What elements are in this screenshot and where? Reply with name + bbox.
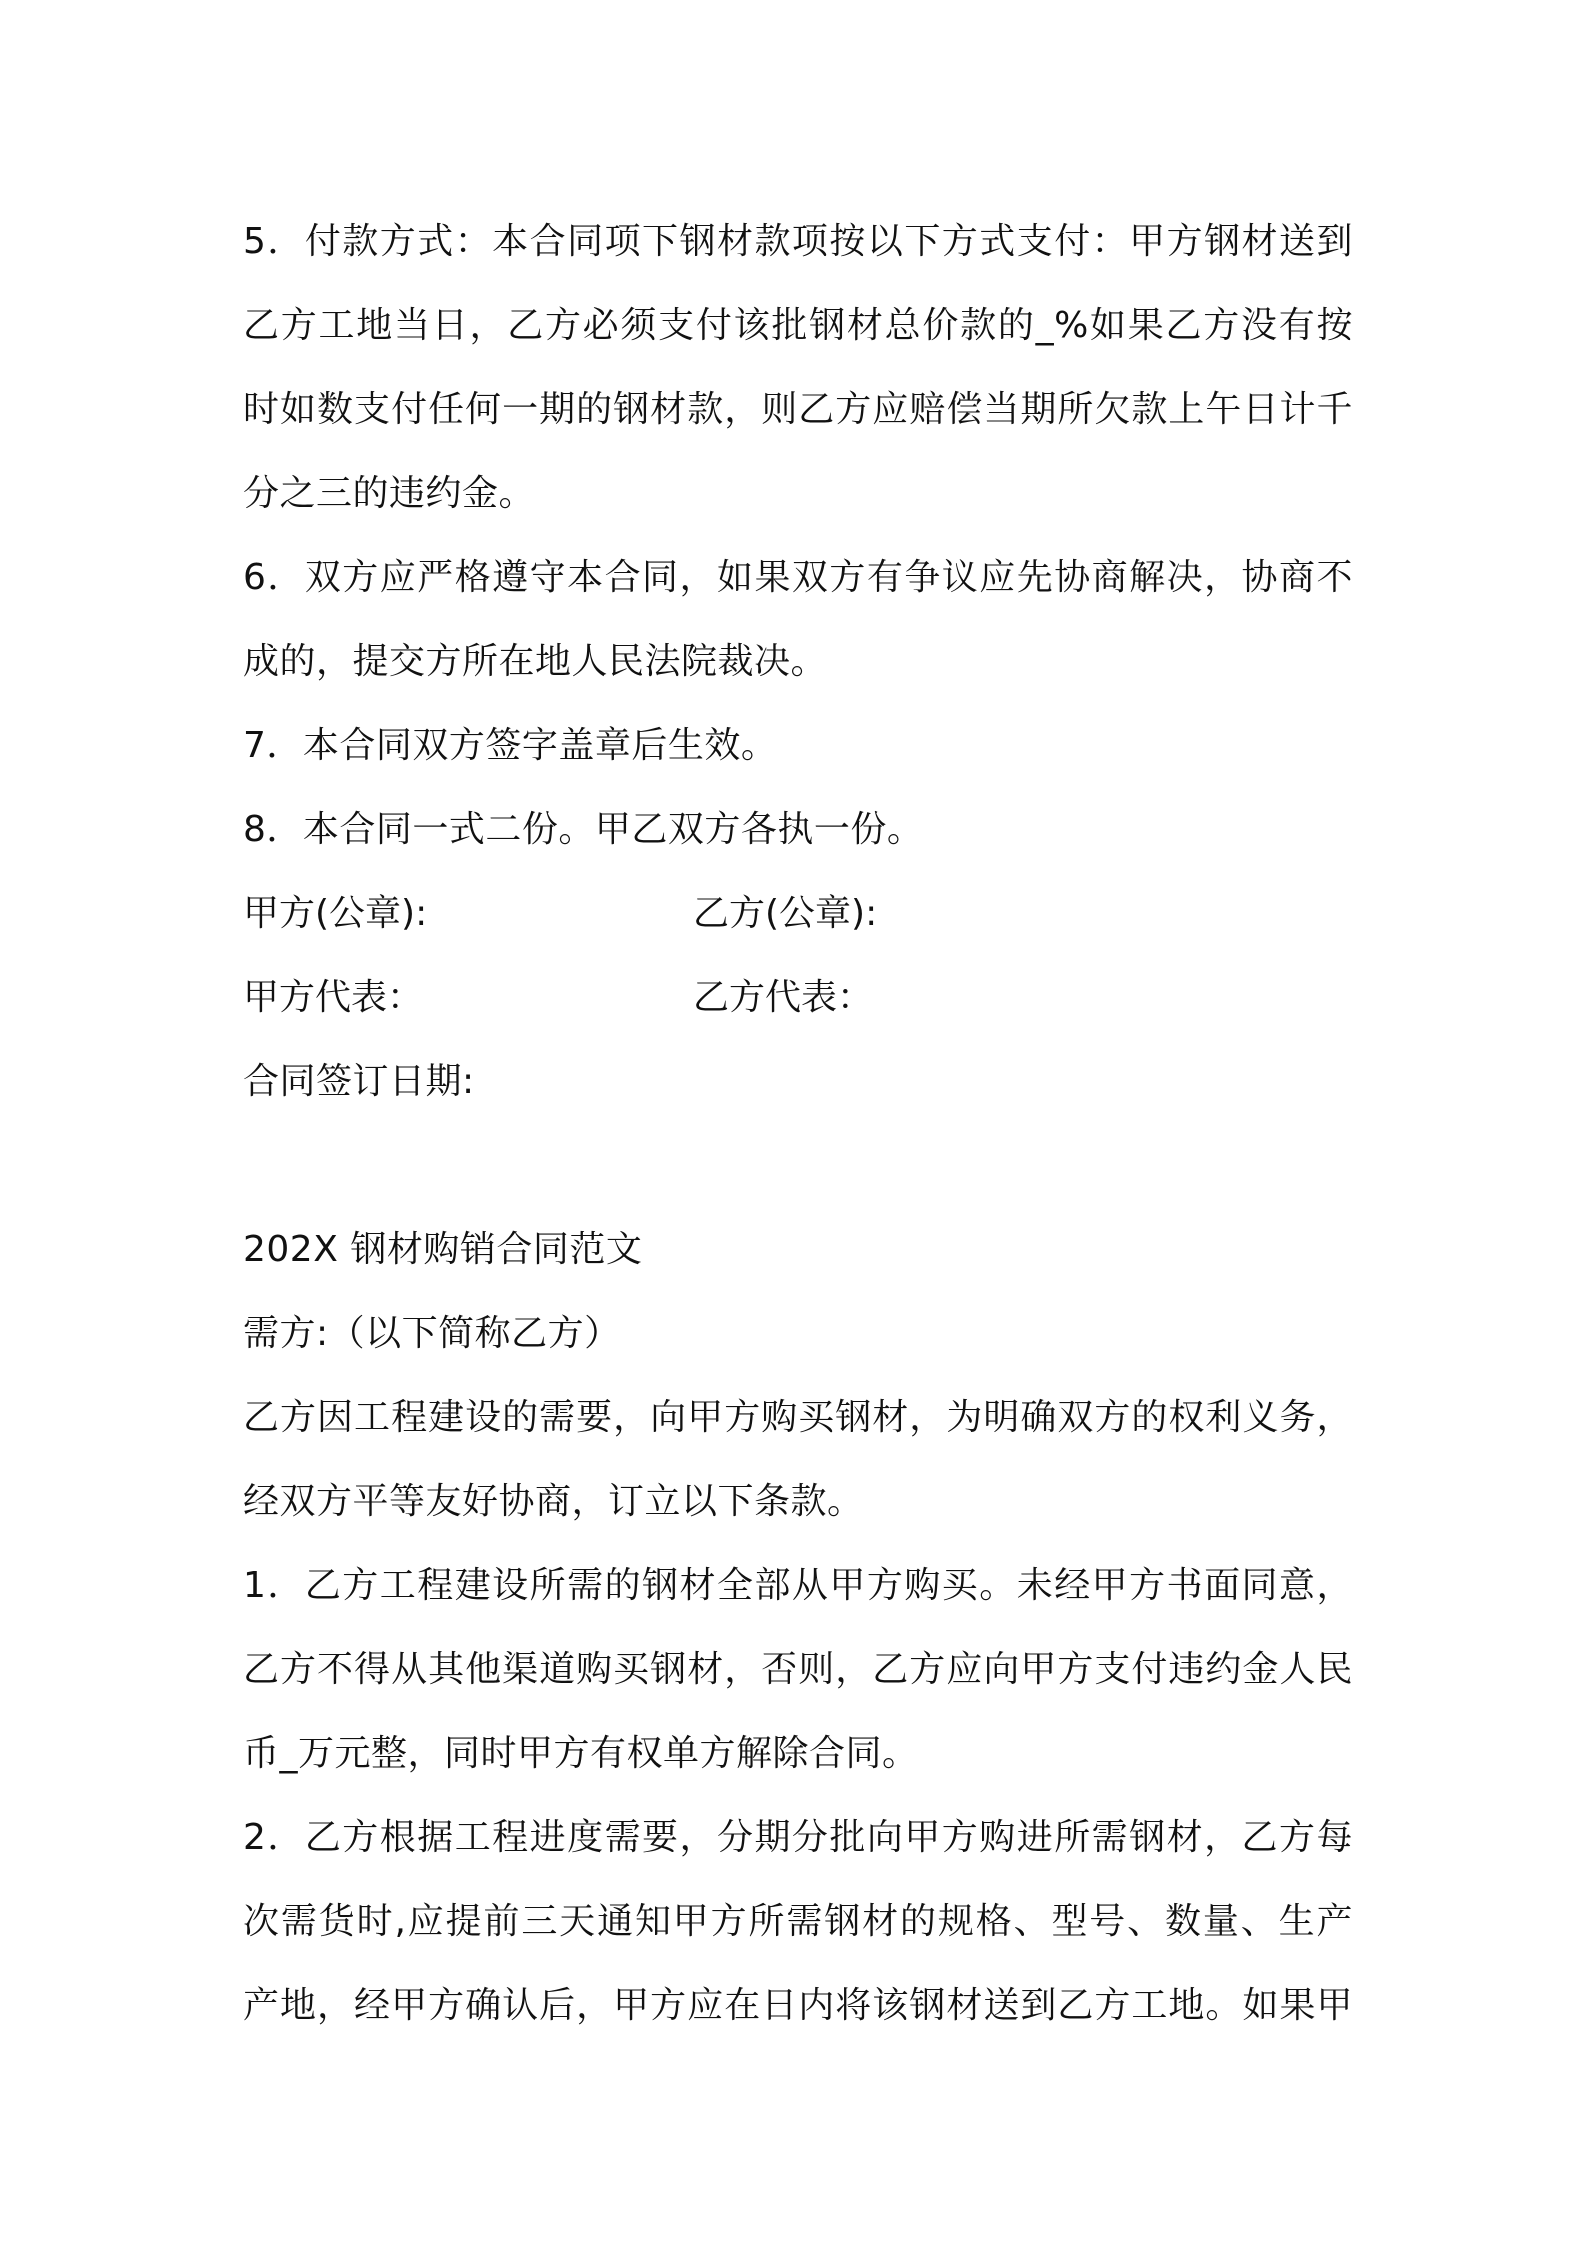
- party-a-seal-label: 甲方(公章):: [243, 893, 428, 934]
- seal-row: [243, 872, 1363, 956]
- sign-date-label: 合同签订日期:: [243, 1061, 475, 1102]
- intro-paragraph: [243, 1376, 1363, 1544]
- second-clause-2-line-2: 次需货时,应提前三天通知甲方所需钢材的规格、型号、数量、生产: [243, 1901, 1353, 1942]
- clause-5-line-4: 分之三的违约金。: [243, 473, 536, 514]
- party-b-seal-label: 乙方(公章):: [693, 893, 878, 934]
- second-clause-1: [243, 1544, 1363, 1796]
- signature-block: [243, 872, 1363, 1124]
- second-clause-2: [243, 1796, 1363, 2048]
- clause-5: [243, 200, 1363, 536]
- section-gap: [243, 1124, 1363, 1208]
- second-contract-title: 202X 钢材购销合同范文: [243, 1229, 643, 1270]
- second-contract: [243, 1208, 1363, 2048]
- second-clause-2-line-3: 产地，经甲方确认后，甲方应在日内将该钢材送到乙方工地。如果甲: [243, 1985, 1353, 2026]
- clause-7: 7．本合同双方签字盖章后生效。: [243, 725, 778, 766]
- clause-8: 8．本合同一式二份。甲乙双方各执一份。: [243, 809, 924, 850]
- representative-row: [243, 956, 1363, 1040]
- second-clause-1-line-2: 乙方不得从其他渠道购买钢材，否则，乙方应向甲方支付违约金人民: [243, 1649, 1353, 1690]
- second-clause-1-line-3: 币_万元整，同时甲方有权单方解除合同。: [243, 1733, 919, 1774]
- second-clause-2-line-1: 2．乙方根据工程进度需要，分期分批向甲方购进所需钢材，乙方每: [243, 1817, 1353, 1858]
- clause-5-line-3: 时如数支付任何一期的钢材款，则乙方应赔偿当期所欠款上午日计千: [243, 389, 1353, 430]
- clause-6: [243, 536, 1363, 704]
- buyer-line: 需方:（以下简称乙方）: [243, 1313, 621, 1354]
- clause-5-line-1: 5．付款方式：本合同项下钢材款项按以下方式支付：甲方钢材送到: [243, 221, 1353, 262]
- intro-line-1: 乙方因工程建设的需要，向甲方购买钢材，为明确双方的权利义务，: [243, 1397, 1353, 1438]
- party-a-rep-label: 甲方代表：: [243, 977, 424, 1018]
- clause-6-line-2: 成的，提交方所在地人民法院裁决。: [243, 641, 828, 682]
- intro-line-2: 经双方平等友好协商，订立以下条款。: [243, 1481, 864, 1522]
- party-b-rep-label: 乙方代表：: [693, 977, 874, 1018]
- clause-6-line-1: 6．双方应严格遵守本合同，如果双方有争议应先协商解决，协商不: [243, 557, 1353, 598]
- second-clause-1-line-1: 1．乙方工程建设所需的钢材全部从甲方购买。未经甲方书面同意，: [243, 1565, 1353, 1606]
- clause-5-line-2: 乙方工地当日，乙方必须支付该批钢材总价款的_%如果乙方没有按: [243, 305, 1353, 346]
- document-page: [243, 200, 1363, 2048]
